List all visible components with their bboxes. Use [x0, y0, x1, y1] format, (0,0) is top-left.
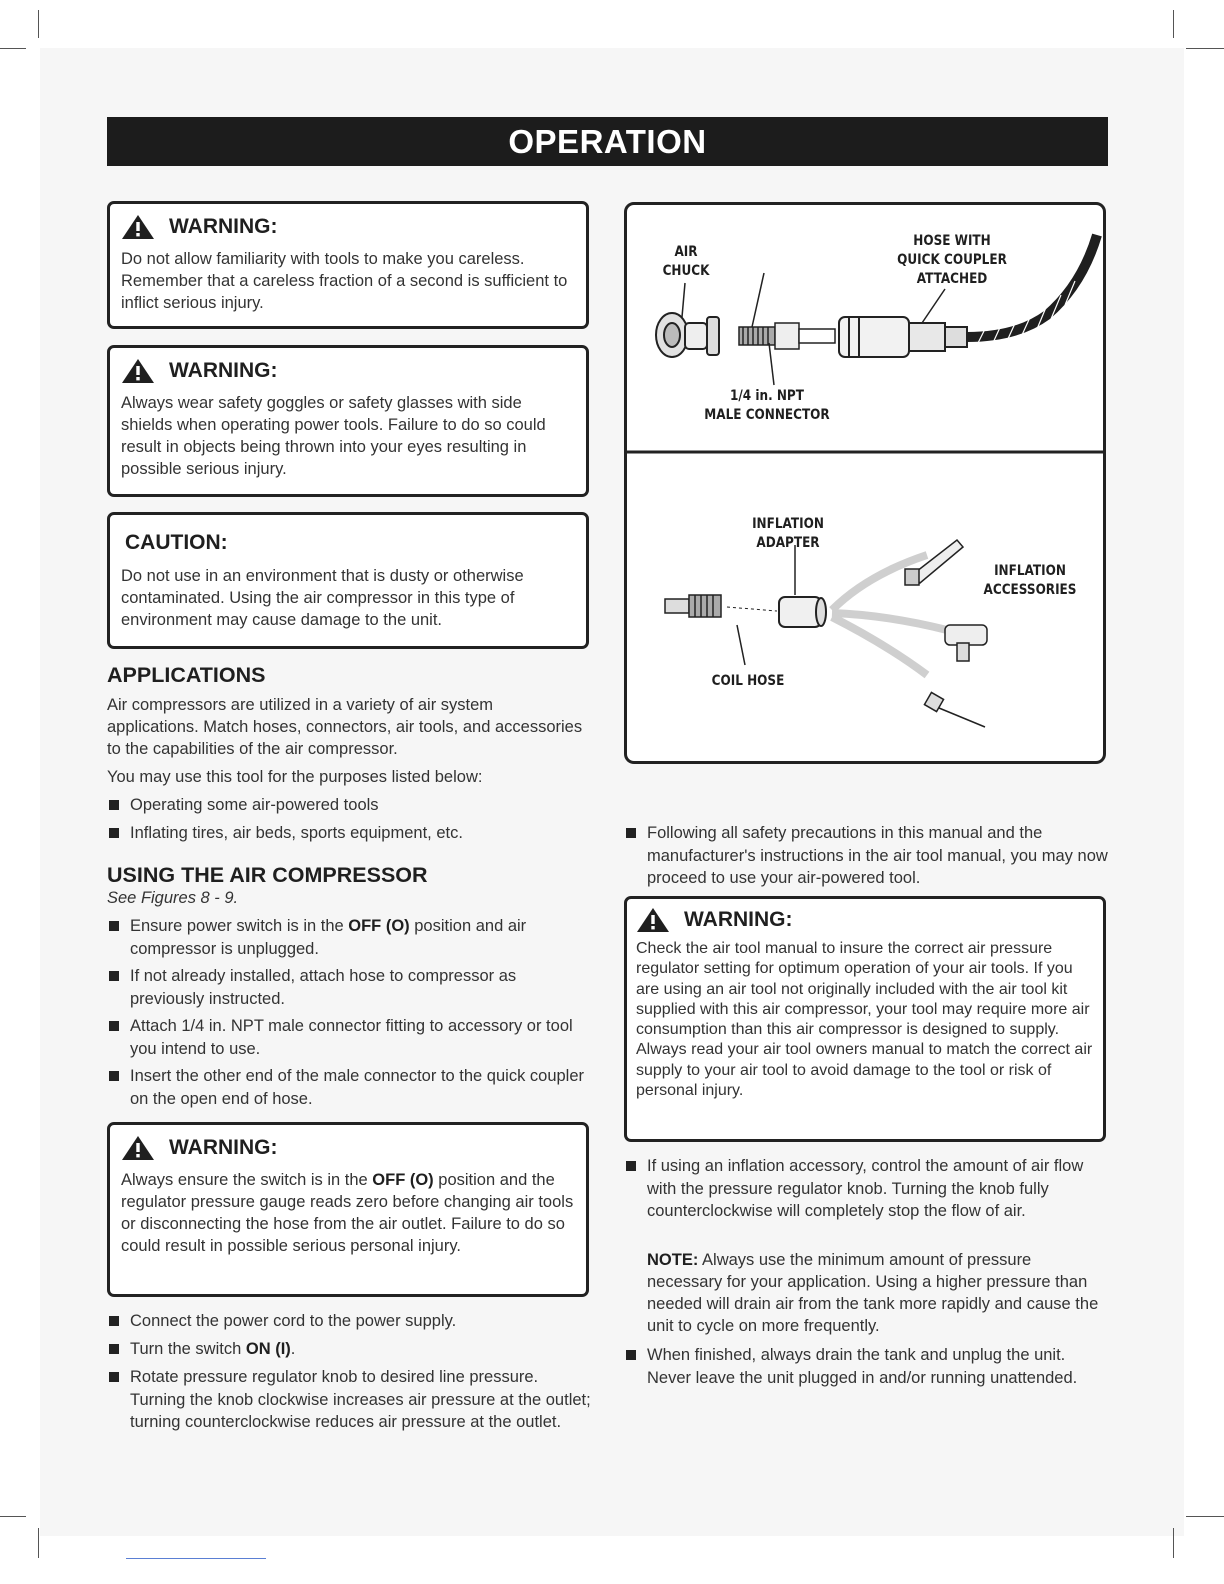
label-air-chuck: AIR CHUCK [662, 244, 710, 279]
warning-triangle-icon [121, 358, 155, 384]
warning-box-switch-off [107, 1122, 589, 1297]
applications-heading: APPLICATIONS [107, 663, 266, 687]
list-item: Ensure power switch is in the OFF (O) position and air compressor is unplugged. [107, 915, 588, 960]
warning-text: Always wear safety goggles or safety glasses with side shields when operating power tools. Failure to do so could result in objects being thrown into your eyes resulting in possible serious injury. [121, 394, 546, 478]
footer-rule [126, 1558, 266, 1559]
list-item: If not already installed, attach hose to compressor as previously instructed. [107, 965, 588, 1010]
caution-box [107, 512, 589, 649]
list-item: Inflating tires, air beds, sports equipment, etc. [107, 822, 590, 845]
list-item: Following all safety precautions in this manual and the manufacturer's instructions in the air tool manual, you may now proceed to use your air-powered tool. [624, 822, 1117, 890]
using-heading: USING THE AIR COMPRESSOR [107, 863, 428, 887]
warning-text: Check the air tool manual to insure the correct air pressure regulator setting for optimum operation of your air tools. If you are using an air tool not originally included with the air tool kit supplied with this air compressor, your tool may require more air consumption than this air compressor is designed to supply. Always read your air tool owners manual to match the correct air supply to your air tool to avoid damage to the tool or risk of personal injury. [636, 940, 1093, 1100]
caution-heading [125, 531, 576, 555]
label-inflation-adapter: INFLATION ADAPTER [752, 516, 824, 551]
list-item: When finished, always drain the tank and unplug the unit. Never leave the unit plugged in and/or running unattended. [624, 1344, 1107, 1389]
applications-paragraph: Air compressors are utilized in a variety of air system applications. Match hoses, connectors, air tools, and accessories to the capabilities of the air compressor. [107, 696, 583, 758]
crop-mark [1173, 1528, 1174, 1558]
page-title: OPERATION [107, 117, 1108, 166]
list-item: Attach 1/4 in. NPT male connector fitting to accessory or tool you intend to use. [107, 1015, 588, 1060]
warning-box-air-tool-manual [624, 896, 1106, 1142]
list-item: Connect the power cord to the power supply. [107, 1310, 600, 1333]
caution-text: Do not use in an environment that is dusty or otherwise contaminated. Using the air compressor in this type of environment may cause damage to the unit. [121, 567, 524, 629]
figure-illustration [627, 205, 1103, 761]
quick-coupler-drawing [839, 317, 967, 357]
warning-box-goggles [107, 345, 589, 497]
crop-mark [38, 1528, 39, 1558]
warning-title: WARNING: [169, 1136, 278, 1159]
inflation-valve-adapter-drawing [945, 625, 987, 661]
figure-panel [624, 202, 1106, 764]
crop-mark [1186, 1516, 1224, 1517]
label-npt-connector: 1/4 in. NPT MALE CONNECTOR [704, 388, 830, 423]
list-item: If using an inflation accessory, control the amount of air flow with the pressure regulator knob. Turning the knob fully counterclockwise will completely stop the flow of air. [624, 1155, 1107, 1223]
warning-heading [121, 358, 576, 384]
list-item: Turn the switch ON (I). [107, 1338, 600, 1361]
crop-mark [0, 1516, 26, 1517]
crop-mark [0, 48, 26, 49]
male-connector-drawing [739, 323, 835, 349]
warning-text: Always ensure the switch is in the OFF (O) position and the regulator pressure gauge reads zero before changing air tools or disconnecting the hose from the air outlet. Failure to do so could result in possible serious personal injury. [121, 1171, 574, 1255]
list-item: Operating some air-powered tools [107, 794, 590, 817]
warning-box-familiarity [107, 201, 589, 329]
inflation-adapter-drawing [779, 597, 826, 627]
warning-title: WARNING: [169, 215, 278, 238]
label-coil-hose: COIL HOSE [711, 673, 785, 689]
coil-hose-end-drawing [665, 595, 721, 617]
warning-title: WARNING: [684, 908, 793, 931]
crop-mark [38, 10, 39, 38]
list-item: Rotate pressure regulator knob to desired line pressure. Turning the knob clockwise increases air pressure at the outlet; turning counterclockwise reduces air pressure at the outlet. [107, 1366, 595, 1434]
warning-heading [636, 907, 1093, 933]
label-hose-quick-coupler: HOSE WITH QUICK COUPLER ATTACHED [897, 233, 1007, 287]
label-inflation-accessories: INFLATION ACCESSORIES [983, 563, 1077, 598]
inflation-needle-drawing [924, 692, 985, 727]
warning-triangle-icon [121, 214, 155, 240]
caution-title: CAUTION: [125, 531, 228, 554]
crop-mark [1186, 48, 1224, 49]
list-item: Insert the other end of the male connector to the quick coupler on the open end of hose. [107, 1065, 600, 1110]
warning-title: WARNING: [169, 359, 278, 382]
note-paragraph: NOTE: Always use the minimum amount of pressure necessary for your application. Using a higher pressure than needed will drain air from the tank more rapidly and cause the unit to cycle on more frequently. [647, 1251, 1099, 1335]
crop-mark [1173, 10, 1174, 38]
warning-heading [121, 1135, 576, 1161]
warning-triangle-icon [636, 907, 670, 933]
air-chuck-drawing [656, 313, 719, 357]
warning-triangle-icon [121, 1135, 155, 1161]
warning-heading [121, 214, 576, 240]
applications-intro: You may use this tool for the purposes listed below: [107, 768, 483, 786]
see-figures-note: See Figures 8 - 9. [107, 889, 239, 907]
warning-text: Do not allow familiarity with tools to make you careless. Remember that a careless fraction of a second is sufficient to inflict serious injury. [121, 250, 568, 312]
